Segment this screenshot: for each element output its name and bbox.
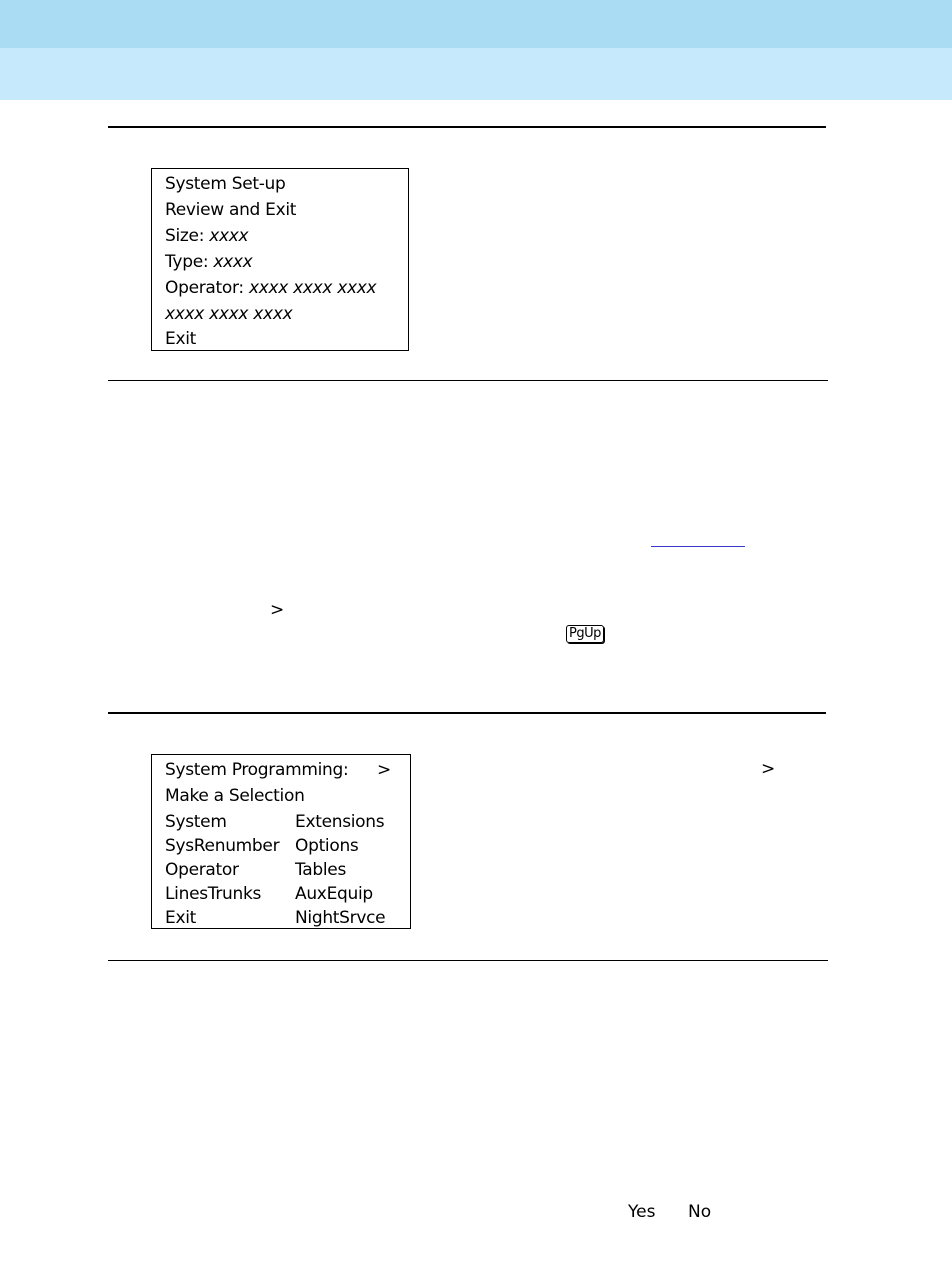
menu-option-system[interactable]: System — [165, 812, 227, 832]
menu-option-extensions[interactable]: Extensions — [295, 812, 385, 832]
section-rule-top-1 — [108, 126, 826, 128]
hyperlink-underline[interactable] — [651, 546, 745, 547]
display-screen-system-programming — [151, 754, 411, 929]
screen-line-exit[interactable]: Exit — [165, 329, 196, 349]
type-label: Type: — [165, 252, 214, 272]
no-option[interactable]: No — [688, 1202, 712, 1222]
chevron-glyph: > — [270, 600, 285, 620]
screen-line-operator-cont: xxxx xxxx xxxx — [165, 304, 293, 324]
menu-option-options[interactable]: Options — [295, 836, 359, 856]
screen-line-title: System Set-up — [165, 174, 286, 194]
header-band-top — [0, 0, 952, 48]
size-value: xxxx — [209, 226, 249, 246]
type-value: xxxx — [213, 252, 253, 272]
screen-line-size — [165, 226, 248, 246]
operator-value: xxxx xxxx xxxx — [248, 278, 377, 298]
side-chevron-glyph: > — [761, 759, 776, 779]
screen-line-operator — [165, 278, 376, 298]
yes-option[interactable]: Yes — [628, 1202, 656, 1222]
menu-option-tables[interactable]: Tables — [295, 860, 347, 880]
menu-option-nightsrvce[interactable]: NightSrvce — [295, 908, 386, 928]
menu-option-auxequip[interactable]: AuxEquip — [295, 884, 373, 904]
operator-label: Operator: — [165, 278, 249, 298]
screen2-title-chevron: > — [377, 760, 391, 780]
menu-option-sysrenumber[interactable]: SysRenumber — [165, 836, 280, 856]
screen2-subtitle: Make a Selection — [165, 786, 305, 806]
screen-line-type — [165, 252, 252, 272]
menu-option-exit[interactable]: Exit — [165, 908, 196, 928]
screen2-title: System Programming: — [165, 760, 349, 780]
size-label: Size: — [165, 226, 210, 246]
screen-line-review-exit[interactable]: Review and Exit — [165, 200, 297, 220]
section-rule-bottom-1 — [108, 380, 828, 381]
menu-option-linestrunks[interactable]: LinesTrunks — [165, 884, 262, 904]
display-screen-system-setup — [151, 168, 409, 351]
header-band-bottom — [0, 48, 952, 100]
section-rule-bottom-2 — [108, 960, 828, 961]
menu-option-operator[interactable]: Operator — [165, 860, 239, 880]
section-rule-top-2 — [108, 712, 826, 714]
pgup-key-icon: PgUp — [566, 625, 604, 643]
